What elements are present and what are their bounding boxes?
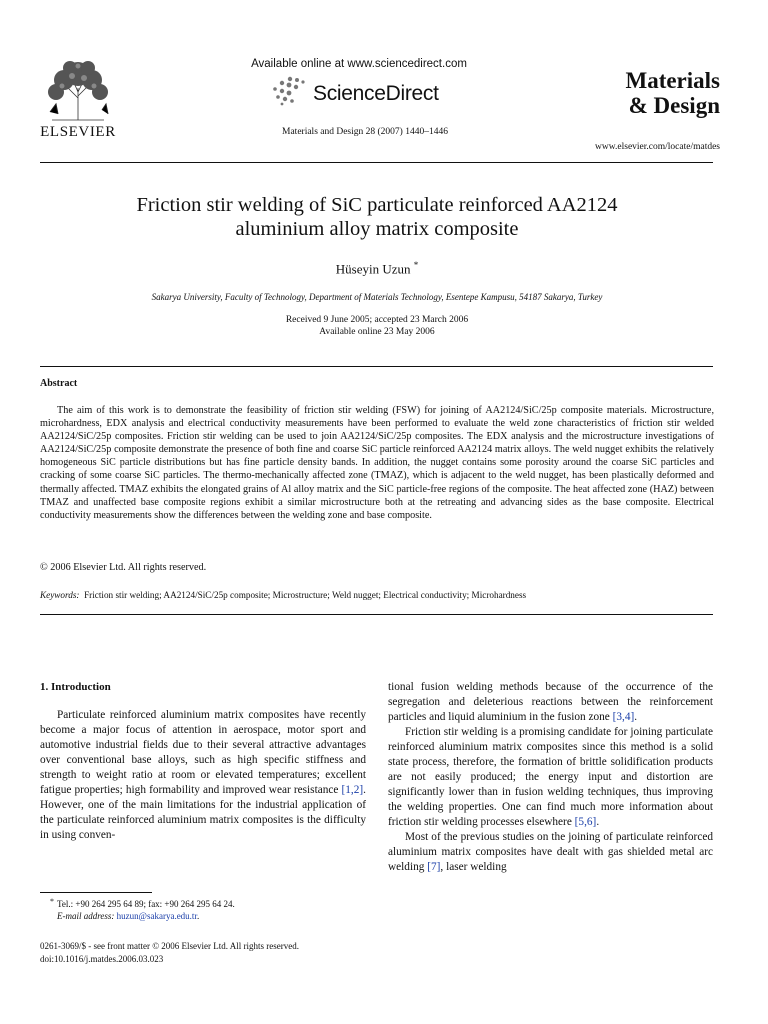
paragraph-text: Most of the previous studies on the joining of particulate reinforced aluminium matrix composites have dealt with gas shielded metal arc welding (388, 831, 713, 873)
abstract-bottom-divider (40, 614, 713, 615)
footnote-mark: * (50, 897, 54, 906)
affiliation: Sakarya University, Faculty of Technology, Department of Materials Technology, Esentepe Kampusu, 54187 Sakarya, Turkey (151, 292, 603, 302)
paragraph-text: , laser welding (440, 861, 507, 873)
paragraph-text: . (596, 816, 600, 828)
doi[interactable]: doi:10.1016/j.matdes.2006.03.023 (40, 953, 164, 964)
paragraph-text: Friction stir welding is a promising candidate for joining particulate reinforced aluminium matrix composites since this method is a solid state process, therefore, the formation of brittle solidification products are not easily produced; the energy input and distortion are significantly lower than in fusion welding techniques, thus improving the welding properties. One can find much more information about friction stir welding processes elsewhere (388, 726, 713, 828)
paragraph-text: . However, one of the main limitations for the industrial application of the particulate reinforced aluminium matrix composites is the difficulty in using conven- (40, 784, 366, 841)
sciencedirect-logo-icon (270, 76, 310, 106)
journal-title-line2: & Design (628, 93, 720, 118)
right-column (388, 680, 713, 875)
abstract-heading: Abstract (40, 378, 78, 389)
elsevier-logo (38, 58, 118, 142)
front-matter (40, 940, 380, 965)
footnote-phone: Tel.: +90 264 295 64 89; fax: +90 264 295 64 24. (57, 899, 235, 909)
email-link[interactable]: huzun@sakarya.edu.tr (116, 911, 197, 921)
article-title-line1: Friction stir welding of SiC particulate reinforced AA2124 (136, 194, 618, 216)
intro-paragraph-2 (388, 725, 713, 830)
paragraph-text: Particulate reinforced aluminium matrix composites have recently become a major focus of attention in aerospace, motor sport and automotive industrial fields due to their several attractive advantages over conventional base alloys, such as high specific stiffness and strength to weight ratio at room or elevated temperatures; excellent fatigue properties; high formability and improved wear resistance (40, 709, 366, 796)
sciencedirect-wordmark: ScienceDirect (313, 82, 439, 105)
email-label: E-mail address: (57, 911, 115, 921)
footnote-email-line (40, 910, 370, 922)
available-online-text[interactable]: Available online at www.sciencedirect.com (251, 58, 467, 70)
corresponding-author-footnote (40, 898, 370, 922)
author-line (40, 260, 714, 277)
header-divider (40, 162, 713, 163)
abstract-copyright: © 2006 Elsevier Ltd. All rights reserved. (40, 562, 207, 573)
paragraph-text: tional fusion welding methods because of the occurrence of the segregation and deleterious reactions between the reinforcement particles and liquid aluminium in the fusion zone (388, 681, 713, 723)
intro-paragraph-1 (40, 708, 366, 843)
paragraph-text: . (634, 711, 638, 723)
author-name[interactable]: Hüseyin Uzun (335, 261, 411, 277)
article-title (40, 193, 714, 241)
keywords (40, 590, 714, 600)
journal-title-line1: Materials (625, 68, 720, 93)
article-title-line2: aluminium alloy matrix composite (235, 218, 519, 240)
keywords-list: Friction stir welding; AA2124/SiC/25p composite; Microstructure; Weld nugget; Electrical conductivity; Microhardness (84, 590, 527, 600)
reference-link[interactable]: [3,4] (612, 711, 635, 723)
received-date: Received 9 June 2005; accepted 23 March 2006 (285, 315, 469, 325)
abstract-top-divider (40, 366, 713, 367)
author-footnote-mark[interactable]: * (413, 260, 419, 270)
keywords-label: Keywords: (40, 590, 80, 600)
journal-url-link[interactable]: www.elsevier.com/locate/matdes (595, 142, 720, 152)
reference-link[interactable]: [5,6] (574, 816, 597, 828)
reference-link[interactable]: [7] (427, 861, 441, 873)
intro-paragraph-3 (388, 830, 713, 875)
publisher-name: ELSEVIER (40, 124, 116, 140)
abstract-body: The aim of this work is to demonstrate the feasibility of friction stir welding (FSW) for joining of AA2124/SiC/25p composite materials. Microstructure, microhardness, EDX analysis and electrical conductivity measurements have been performed to evaluate the weld zone characteristics of friction stir welded AA2124/SiC/25p composites. Friction stir welding can be used to join AA2124/SiC/25p composites. The EDX analysis and the microstructure investigations of AA2124/SiC/25p composite demonstrate the presence of both fine and coarse SiC particle reinforced AA2124 matrix alloys. The weld nugget exhibits the relatively homogeneous SiC particle distributions but has fine particle density bands. In addition, the nugget contains some porosity around the coarse SiC particles and cracking of some coarse SiC particles. The thermo-mechanically affected zone (TMAZ), which is adjacent to the weld nugget, has been plastically deformed and thermally affected. TMAZ exhibits the elongated grains of Al alloy matrix and the SiC particle-free regions of the composite. The heat affected zone (HAZ) between TMAZ and unaffected base composite regions exhibit a similar microstructure both at the retreating and advancing sides as the base composite. Electrical conductivity measurements show the differences between the welding zone and base composite. (40, 405, 714, 521)
email-end: . (196, 911, 200, 921)
section-heading-introduction: 1. Introduction (40, 681, 111, 693)
reference-link[interactable]: [1,2] (341, 784, 364, 796)
article-dates (40, 314, 714, 338)
elsevier-tree-icon (42, 58, 114, 122)
available-date: Available online 23 May 2006 (319, 327, 435, 337)
intro-paragraph-1-continued (388, 680, 713, 725)
left-column (40, 680, 366, 843)
footnote-divider (40, 892, 152, 893)
issn-copyright: 0261-3069/$ - see front matter © 2006 Elsevier Ltd. All rights reserved. (40, 941, 300, 951)
journal-title (590, 68, 720, 118)
journal-citation: Materials and Design 28 (2007) 1440–1446 (282, 127, 448, 137)
